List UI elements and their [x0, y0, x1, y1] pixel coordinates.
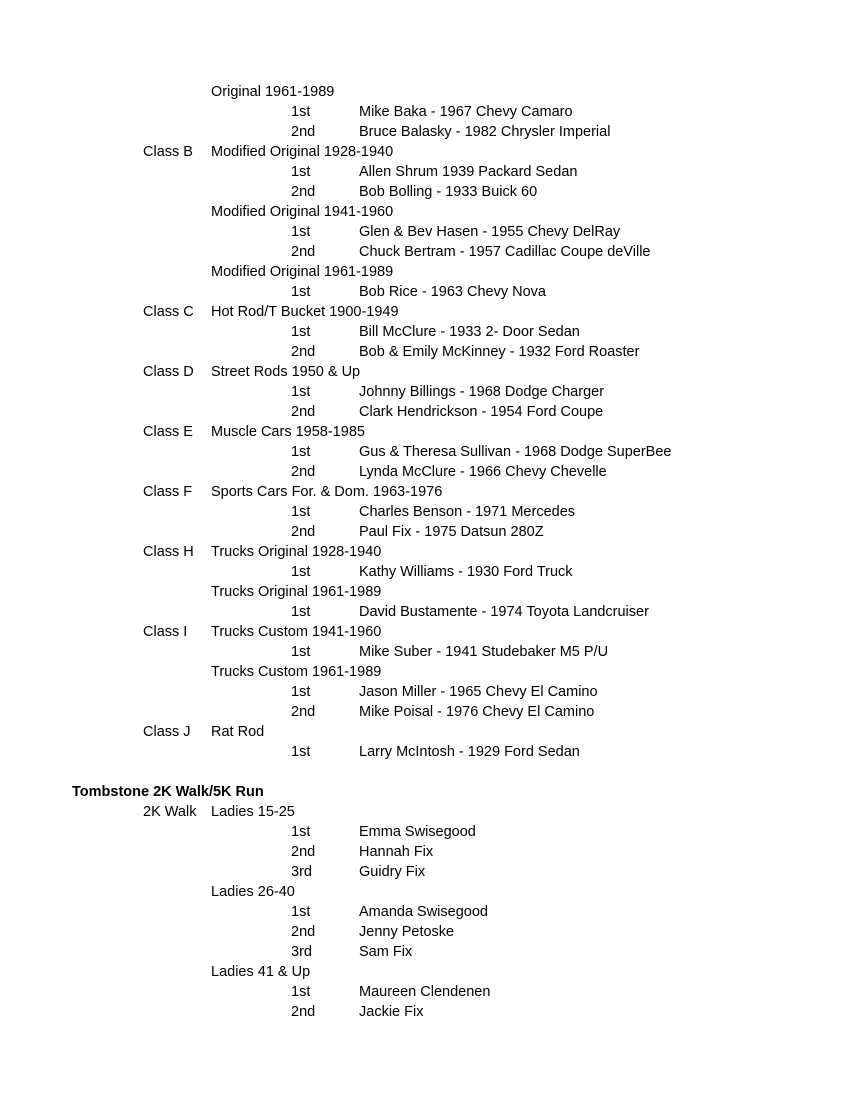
- division-label: Ladies 41 & Up: [211, 964, 311, 980]
- result-line: [0, 222, 850, 242]
- category-label: Muscle Cars 1958-1985: [211, 424, 365, 440]
- place-label: 1st: [291, 984, 311, 1000]
- category-label: Rat Rod: [211, 724, 265, 740]
- category-label: Modified Original 1928-1940: [211, 144, 394, 160]
- result-line: [0, 342, 850, 362]
- winner-name: Bob Bolling - 1933 Buick 60: [359, 184, 538, 200]
- result-line: [0, 822, 850, 842]
- winner-name: Guidry Fix: [359, 864, 426, 880]
- winner-name: Jackie Fix: [359, 1004, 424, 1020]
- winner-name: Jason Miller - 1965 Chevy El Camino: [359, 684, 598, 700]
- category-label: Modified Original 1941-1960: [211, 204, 394, 220]
- winner-name: Johnny Billings - 1968 Dodge Charger: [359, 384, 605, 400]
- result-line: [0, 422, 850, 442]
- class-label: Class J: [143, 724, 191, 740]
- class-label: Class C: [143, 304, 194, 320]
- winner-name: Hannah Fix: [359, 844, 434, 860]
- place-label: 1st: [291, 824, 311, 840]
- category-label: Original 1961-1989: [211, 84, 335, 100]
- class-label: Class F: [143, 484, 193, 500]
- place-label: 1st: [291, 904, 311, 920]
- place-label: 2nd: [291, 844, 316, 860]
- place-label: 3rd: [291, 944, 312, 960]
- event-label: 2K Walk: [143, 804, 197, 820]
- result-line: [0, 402, 850, 422]
- place-label: 1st: [291, 684, 311, 700]
- place-label: 2nd: [291, 404, 316, 420]
- winner-name: Clark Hendrickson - 1954 Ford Coupe: [359, 404, 604, 420]
- winner-name: Bill McClure - 1933 2- Door Sedan: [359, 324, 580, 340]
- winner-name: Allen Shrum 1939 Packard Sedan: [359, 164, 578, 180]
- result-line: [0, 502, 850, 522]
- category-label: Trucks Custom 1961-1989: [211, 664, 382, 680]
- winner-name: Jenny Petoske: [359, 924, 455, 940]
- winner-name: Mike Poisal - 1976 Chevy El Camino: [359, 704, 595, 720]
- result-line: [0, 262, 850, 282]
- winner-name: Emma Swisegood: [359, 824, 476, 840]
- winner-name: Mike Baka - 1967 Chevy Camaro: [359, 104, 573, 120]
- winner-name: Lynda McClure - 1966 Chevy Chevelle: [359, 464, 607, 480]
- result-line: [0, 802, 850, 822]
- result-line: [0, 602, 850, 622]
- winner-name: David Bustamente - 1974 Toyota Landcruiser: [359, 604, 649, 620]
- result-line: [0, 562, 850, 582]
- winner-name: Glen & Bev Hasen - 1955 Chevy DelRay: [359, 224, 621, 240]
- place-label: 1st: [291, 224, 311, 240]
- result-line: [0, 862, 850, 882]
- winner-name: Gus & Theresa Sullivan - 1968 Dodge SuperBee: [359, 444, 672, 460]
- division-label: Ladies 15-25: [211, 804, 295, 820]
- result-line: [0, 722, 850, 742]
- document-content: [0, 82, 850, 1022]
- place-label: 1st: [291, 644, 311, 660]
- walk-run-results-section: [0, 802, 850, 1022]
- result-line: [0, 362, 850, 382]
- result-line: [0, 482, 850, 502]
- result-line: [0, 462, 850, 482]
- result-line: [0, 242, 850, 262]
- place-label: 2nd: [291, 464, 316, 480]
- result-line: [0, 102, 850, 122]
- winner-name: Amanda Swisegood: [359, 904, 488, 920]
- result-line: [0, 522, 850, 542]
- result-line: [0, 582, 850, 602]
- winner-name: Bruce Balasky - 1982 Chrysler Imperial: [359, 124, 611, 140]
- winner-name: Mike Suber - 1941 Studebaker M5 P/U: [359, 644, 609, 660]
- result-line: [0, 982, 850, 1002]
- result-line: [0, 882, 850, 902]
- result-line: [0, 122, 850, 142]
- place-label: 2nd: [291, 244, 316, 260]
- winner-name: Charles Benson - 1971 Mercedes: [359, 504, 576, 520]
- class-label: Class H: [143, 544, 194, 560]
- result-line: [0, 542, 850, 562]
- result-line: [0, 382, 850, 402]
- winner-name: Kathy Williams - 1930 Ford Truck: [359, 564, 573, 580]
- car-show-results-section: [0, 82, 850, 762]
- place-label: 1st: [291, 384, 311, 400]
- section-gap: [0, 762, 850, 782]
- place-label: 1st: [291, 104, 311, 120]
- place-label: 1st: [291, 444, 311, 460]
- result-line: [0, 182, 850, 202]
- result-line: [0, 902, 850, 922]
- walk-run-section-header: [0, 782, 850, 802]
- place-label: 1st: [291, 164, 311, 180]
- result-line: [0, 1002, 850, 1022]
- result-line: [0, 142, 850, 162]
- place-label: 1st: [291, 604, 311, 620]
- result-line: [0, 962, 850, 982]
- category-label: Trucks Original 1961-1989: [211, 584, 382, 600]
- category-label: Hot Rod/T Bucket 1900-1949: [211, 304, 399, 320]
- place-label: 1st: [291, 324, 311, 340]
- walk-run-section-title: Tombstone 2K Walk/5K Run: [72, 784, 264, 800]
- winner-name: Bob Rice - 1963 Chevy Nova: [359, 284, 546, 300]
- result-line: [0, 842, 850, 862]
- category-label: Trucks Custom 1941-1960: [211, 624, 382, 640]
- category-label: Modified Original 1961-1989: [211, 264, 394, 280]
- place-label: 2nd: [291, 704, 316, 720]
- place-label: 2nd: [291, 344, 316, 360]
- winner-name: Sam Fix: [359, 944, 413, 960]
- result-line: [0, 622, 850, 642]
- winner-name: Maureen Clendenen: [359, 984, 491, 1000]
- result-line: [0, 922, 850, 942]
- category-label: Street Rods 1950 & Up: [211, 364, 361, 380]
- result-line: [0, 942, 850, 962]
- category-label: Trucks Original 1928-1940: [211, 544, 382, 560]
- winner-name: Paul Fix - 1975 Datsun 280Z: [359, 524, 544, 540]
- result-line: [0, 202, 850, 222]
- place-label: 2nd: [291, 524, 316, 540]
- result-line: [0, 162, 850, 182]
- place-label: 1st: [291, 564, 311, 580]
- place-label: 2nd: [291, 184, 316, 200]
- result-line: [0, 702, 850, 722]
- class-label: Class E: [143, 424, 193, 440]
- result-line: [0, 682, 850, 702]
- result-line: [0, 82, 850, 102]
- class-label: Class D: [143, 364, 194, 380]
- result-line: [0, 322, 850, 342]
- result-line: [0, 642, 850, 662]
- place-label: 2nd: [291, 924, 316, 940]
- winner-name: Bob & Emily McKinney - 1932 Ford Roaster: [359, 344, 640, 360]
- result-line: [0, 662, 850, 682]
- result-line: [0, 282, 850, 302]
- result-line: [0, 302, 850, 322]
- winner-name: Larry McIntosh - 1929 Ford Sedan: [359, 744, 580, 760]
- place-label: 1st: [291, 284, 311, 300]
- class-label: Class B: [143, 144, 193, 160]
- result-line: [0, 742, 850, 762]
- division-label: Ladies 26-40: [211, 884, 295, 900]
- category-label: Sports Cars For. & Dom. 1963-1976: [211, 484, 443, 500]
- place-label: 1st: [291, 744, 311, 760]
- winner-name: Chuck Bertram - 1957 Cadillac Coupe deVille: [359, 244, 651, 260]
- place-label: 2nd: [291, 124, 316, 140]
- place-label: 2nd: [291, 1004, 316, 1020]
- class-label: Class I: [143, 624, 188, 640]
- result-line: [0, 442, 850, 462]
- place-label: 3rd: [291, 864, 312, 880]
- place-label: 1st: [291, 504, 311, 520]
